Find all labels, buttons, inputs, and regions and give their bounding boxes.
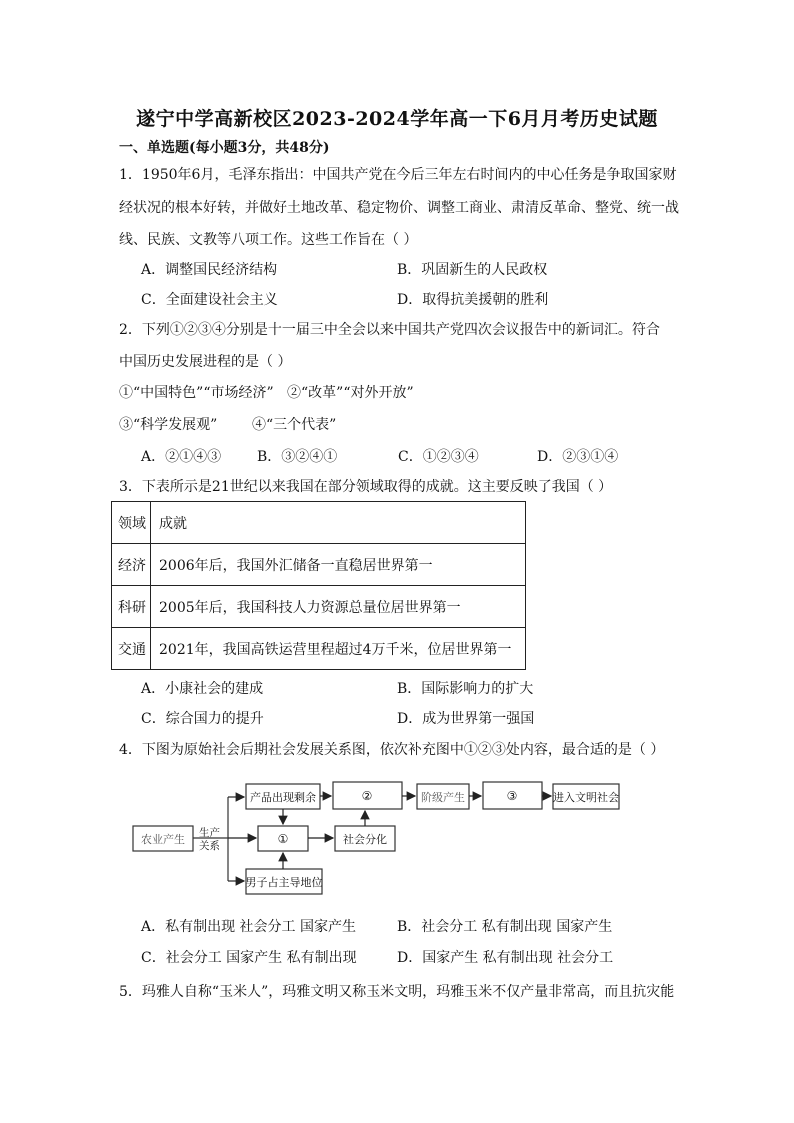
- q1-line-2: 经状况的根本好转，并做好土地改革、稳定物价、调整工商业、肃清反革命、整党、统一战: [119, 200, 679, 216]
- q1-option-c[interactable]: C．全面建设社会主义: [141, 292, 278, 308]
- q2-item-4: ④“三个代表”: [252, 417, 337, 433]
- q4-option-d[interactable]: D．国家产生 私有制出现 社会分工: [397, 950, 614, 966]
- q5-stem: 5．玛雅人自称“玉米人”，玛雅文明又称玉米文明，玛雅玉米不仅产量非常高，而且抗灾能: [119, 984, 675, 1000]
- q2-option-b[interactable]: B．③②④①: [257, 449, 338, 465]
- q2-option-a[interactable]: A．②①④③: [141, 449, 222, 465]
- q2-option-d[interactable]: D．②③①④: [537, 449, 619, 465]
- table-cell: 2005年后，我国科技人力资源总量位居世界第一: [151, 586, 526, 628]
- q2-line-1: 2．下列①②③④分别是十一届三中全会以来中国共产党四次会议报告中的新词汇。符合: [119, 322, 660, 338]
- label-class: 阶级产生: [421, 791, 465, 804]
- table-cell: 科研: [112, 586, 151, 628]
- label-blank-2: ②: [361, 789, 373, 803]
- q4-option-b[interactable]: B．社会分工 私有制出现 国家产生: [397, 919, 613, 935]
- label-male: 男子占主导地位: [245, 876, 323, 889]
- q4-option-c[interactable]: C．社会分工 国家产生 私有制出现: [141, 950, 357, 966]
- label-relation-1: 生产: [199, 827, 220, 839]
- q3-option-c[interactable]: C．综合国力的提升: [141, 711, 264, 727]
- q4-option-a[interactable]: A．私有制出现 社会分工 国家产生: [141, 919, 357, 935]
- q4-stem: 4．下图为原始社会后期社会发展关系图，依次补充图中①②③处内容，最合适的是（ ）: [119, 742, 665, 758]
- q3-option-b[interactable]: B．国际影响力的扩大: [397, 681, 534, 697]
- label-relation-2: 关系: [199, 840, 220, 852]
- q3-stem: 3．下表所示是21世纪以来我国在部分领域取得的成就。这主要反映了我国（ ）: [119, 479, 613, 495]
- q1-line-1: 1．1950年6月，毛泽东指出：中国共产党在今后三年左右时间内的中心任务是争取国家财: [119, 167, 677, 183]
- q2-item-3: ③“科学发展观”: [119, 417, 218, 433]
- label-surplus: 产品出现剩余: [250, 791, 316, 804]
- q2-item-2: ②“改革”“对外开放”: [287, 385, 414, 401]
- q3-option-d[interactable]: D．成为世界第一强国: [397, 711, 535, 727]
- table-cell: 2006年后，我国外汇储备一直稳居世界第一: [151, 544, 526, 586]
- table-header-cell: 成就: [151, 502, 526, 544]
- table-header-cell: 领域: [112, 502, 151, 544]
- label-agriculture: 农业产生: [141, 833, 185, 846]
- table-cell: 2021年，我国高铁运营里程超过4万千米，位居世界第一: [151, 628, 526, 670]
- q2-option-c[interactable]: C．①②③④: [398, 449, 479, 465]
- label-civilization: 进入文明社会: [553, 791, 619, 804]
- table-cell: 交通: [112, 628, 151, 670]
- page-title: 遂宁中学高新校区2023-2024学年高一下6月月考历史试题: [136, 108, 658, 130]
- q1-line-3: 线、民族、文教等八项工作。这些工作旨在（ ）: [119, 232, 418, 248]
- label-blank-1: ①: [277, 832, 289, 846]
- q2-item-1: ①“中国特色”“市场经济”: [119, 385, 274, 401]
- label-division: 社会分化: [343, 833, 387, 846]
- q1-option-b[interactable]: B．巩固新生的人民政权: [397, 262, 548, 278]
- label-blank-3: ③: [506, 789, 518, 803]
- q3-option-a[interactable]: A．小康社会的建成: [141, 681, 264, 697]
- q1-option-d[interactable]: D．取得抗美援朝的胜利: [397, 292, 549, 308]
- q1-option-a[interactable]: A．调整国民经济结构: [141, 262, 278, 278]
- table-cell: 经济: [112, 544, 151, 586]
- section-heading: 一、单选题(每小题3分，共48分): [119, 140, 330, 156]
- q2-line-2: 中国历史发展进程的是（ ）: [119, 354, 292, 370]
